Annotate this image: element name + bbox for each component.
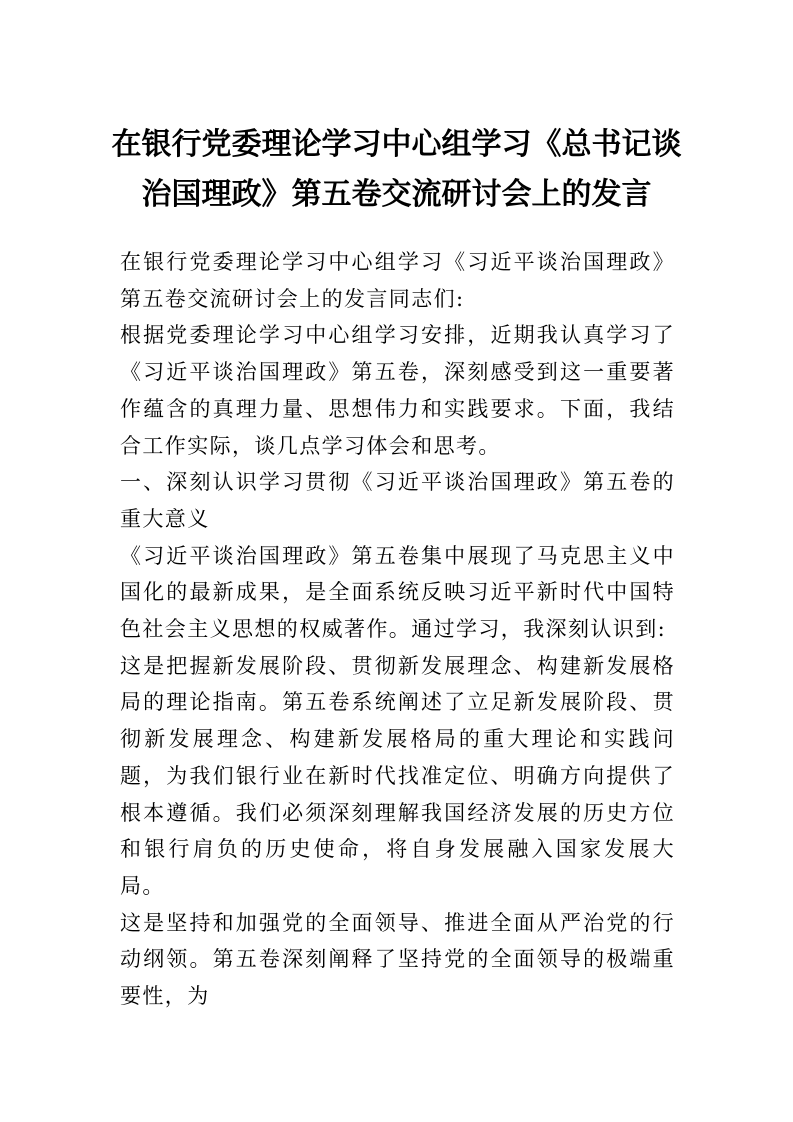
paragraph-greeting: 在银行党委理论学习中心组学习《习近平谈治国理政》第五卷交流研讨会上的发言同志们:	[120, 250, 675, 311]
paragraph-significance: 《习近平谈治国理政》第五卷集中展现了马克思主义中国化的最新成果，是全面系统反映习近平新时代中国特色社会主义思想的权威著作。通过学习，我深刻认识到:	[120, 543, 675, 642]
paragraph-introduction: 根据党委理论学习中心组学习安排，近期我认真学习了《习近平谈治国理政》第五卷，深刻感受到这一重要著作蕴含的真理力量、思想伟力和实践要求。下面，我结合工作实际，谈几点学习体会和思考。	[120, 323, 675, 458]
paragraph-development-guidance: 这是把握新发展阶段、贯彻新发展理念、构建新发展格局的理论指南。第五卷系统阐述了立足新发展阶段、贯彻新发展理念、构建新发展格局的重大理论和实践问题，为我们银行业在新时代找准定位、明确方向提供了根本遵循。我们必须深刻理解我国经济发展的历史方位和银行肩负的历史使命，将自身发展融入国家发展大局。	[120, 653, 675, 898]
section-heading-1: 一、深刻认识学习贯彻《习近平谈治国理政》第五卷的重大意义	[120, 470, 675, 531]
document-title	[100, 120, 693, 220]
paragraph-party-leadership: 这是坚持和加强党的全面领导、推进全面从严治党的行动纲领。第五卷深刻阐释了坚持党的全面领导的极端重要性，为	[120, 910, 675, 1009]
title-line-1: 在银行党委理论学习中心组学习《总书记谈	[111, 127, 682, 162]
document-body	[120, 244, 675, 1015]
title-line-2: 治国理政》第五卷交流研讨会上的发言	[141, 177, 652, 212]
